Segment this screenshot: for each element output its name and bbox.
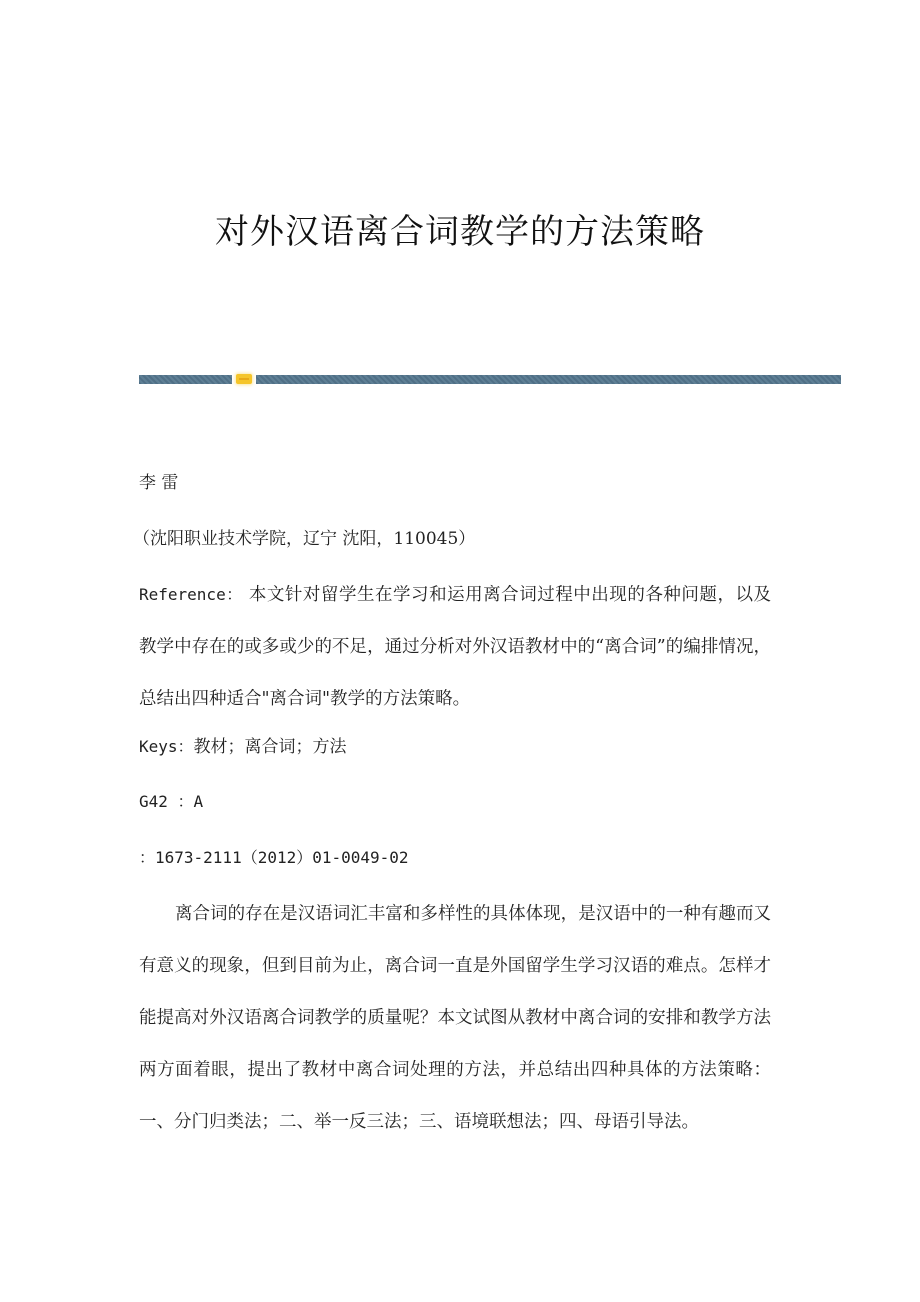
author-affiliation: （沈阳职业技术学院，辽宁 沈阳，110045） [133, 529, 476, 549]
abstract-text: 本文针对留学生在学习和运用离合词过程中出现的各种问题，以及教学中存在的或多或少的不足，通过分析对外汉语教材中的“离合词”的编排情况，总结出四种适合"离合词"教学的方法策略。 [139, 585, 771, 709]
abstract [139, 569, 771, 725]
keywords-text: 教材；离合词；方法 [193, 737, 347, 757]
title-divider [139, 375, 841, 385]
body-paragraph: 离合词的存在是汉语词汇丰富和多样性的具体体现，是汉语中的一种有趣而又有意义的现象，但到目前为止，离合词一直是外国留学生学习汉语的难点。怎样才能提高对外汉语离合词教学的质量呢？本文试图从教材中离合词的安排和教学方法两方面着眼，提出了教材中离合词处理的方法，并总结出四种具体的方法策略：一、分门归类法；二、举一反三法；三、语境联想法；四、母语引导法。 [139, 904, 771, 1132]
divider-bar-left [139, 375, 232, 384]
divider-bar-right [256, 375, 841, 384]
keywords [139, 736, 347, 758]
keywords-label: Keys： [139, 737, 194, 756]
classification-code: G42 ：A [139, 792, 204, 811]
article-number: ：1673-2111（2012）01-0049-02 [139, 848, 409, 867]
abstract-label: Reference： [139, 585, 243, 604]
divider-ornament-icon [236, 374, 252, 384]
document-title: 对外汉语离合词教学的方法策略 [215, 212, 705, 252]
author-name: 李 雷 [139, 473, 179, 493]
